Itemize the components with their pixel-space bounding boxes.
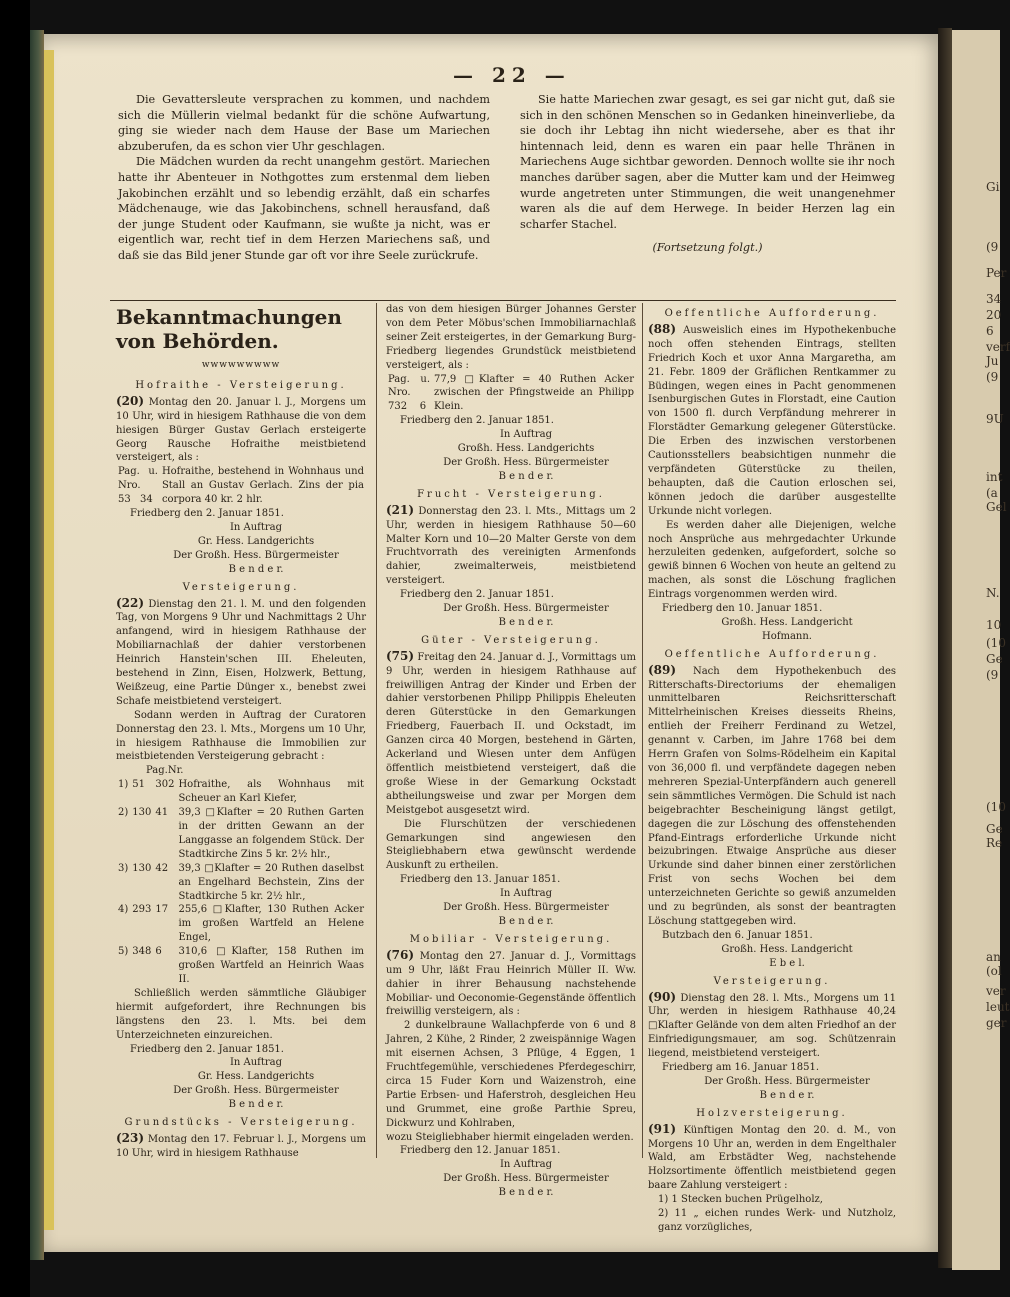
- next-page-text: (ol: [986, 964, 1002, 978]
- notice-title: Mobiliar - Versteigerung.: [409, 933, 613, 945]
- next-page-text: (9: [986, 668, 999, 682]
- item-number: 4): [118, 904, 129, 916]
- signature-line: In Auftrag: [229, 521, 283, 533]
- pag-number: 732: [388, 401, 408, 413]
- signature-line: Der Großh. Hess. Bürgermeister: [173, 549, 339, 561]
- story-paragraph: Die Gevattersleute versprachen zu kommen, und nachdem sich die Müllerin vielmal bedankt für die schöne Aufwartung, ging sie wieder nach dem Hause der Base um Mariechen abzuberufen, da es schon vier Uhr geschlagen.: [118, 93, 490, 153]
- notice-place-date: Friedberg den 2. Januar 1851.: [130, 508, 284, 520]
- column-divider: [376, 303, 377, 1158]
- next-page-text: Gel: [986, 500, 1007, 514]
- notice-number: (88): [648, 321, 677, 336]
- next-page-text: Re: [986, 836, 1003, 850]
- signature-line: Der Großh. Hess. Bürgermeister: [443, 603, 609, 615]
- nro-number: 6: [155, 946, 162, 958]
- next-page-text: Ge: [986, 652, 1003, 666]
- nro-number: 42: [155, 862, 169, 874]
- nro-number: 41: [155, 807, 169, 819]
- next-page-text: (a: [986, 486, 998, 500]
- next-page-text: leut: [986, 1000, 1010, 1014]
- list-item: [116, 806, 366, 862]
- notice-number: (76): [386, 947, 415, 962]
- notice-title: Frucht - Versteigerung.: [417, 488, 605, 500]
- continuation-note: (Fortsetzung folgt.): [652, 241, 763, 255]
- notice-title: Grundstücks - Versteigerung.: [124, 1117, 358, 1129]
- next-page-text: Ge: [986, 822, 1003, 836]
- book-spine: [0, 0, 30, 1297]
- notice-text: Freitag den 24. Januar d. J., Vormittags um 9 Uhr, werden in hiesigem Rathhause auf freiwilligen Antrag der Kinder und Erben der dahier verstorbenen Philipp Philippis Eheleuten deren Güterstücke in den Gemarkungen Friedberg, Fauerbach II. und Ockstadt, im Ganzen circa 40 Morgen, bestehend in Gärten, Ackerland und Wiesen unter dem Anfügen öffentlich meistbietend versteigert, daß die große Wiese in der Gemarkung Ockstadt abtheilungsweise und zwar per Morgen dem Meistgebot ausgesetzt wird.: [386, 651, 636, 816]
- signature-line: In Auftrag: [499, 888, 553, 900]
- next-page-text: 20: [986, 308, 1002, 322]
- notice-text: das von dem hiesigen Bürger Johannes Gerster von dem Peter Möbus'schen Immobiliarnachlaß seiner Zeit ersteigertes, in der Gemarkung Burg-Friedberg liegendes Grundstück meistbietend versteigert, als :: [386, 304, 636, 371]
- notice-text: Nach dem Hypothekenbuch des Ritterschafts-Directoriums der ehemaligen unmittelbaren Reichsritterschaft Mittelrheinischen Kreises diesseits Rheins, entlieh der Freiherr Ferdinand zu Wetzel, genannt v. Carben, im Jahre 1768 bei dem Herrn Grafen von Solms-Rödelheim ein Kapital von 36,000 fl. und verpfändete dagegen neben mehreren Spezial-Unterpfändern auch generell sein sämmtliches Vermögen. Die Schuld ist nach beigebrachter Bescheinigung längst getilgt, dagegen die zur Löschung des offenstehenden Pfand-Eintrags erforderliche Urkunde nicht beizubringen. Etwaige Ansprüche aus dieser Urkunde sind daher binnen einer zerstörlichen Frist von sechs Wochen bei dem unterzeichneten Gerichte so gewiß anzumelden und zu begründen, als sonst der beantragten Löschung stattgegeben wird.: [648, 665, 896, 927]
- nro-number: 6: [419, 401, 427, 413]
- notice-text: Dienstag den 21. l. M. und den folgenden Tag, von Morgens 9 Uhr und Nachmittags 2 Uhr anfangend, wird in hiesigem Rathhause der Mobiliarnachlaß der dahier verstorbenen Heinrich Hanstein'schen III. Eheleuten, bestehend in Zinn, Eisen, Holzwerk, Bettung, Weißzeug, eine Partie Dünger x., benebst zwei Schafe meistbietend versteigert.: [116, 598, 367, 707]
- notice-title: Hofraithe - Versteigerung.: [135, 379, 347, 391]
- pag-number: 130: [132, 862, 152, 874]
- next-page-text: (10: [986, 800, 1006, 814]
- signature-name: B e n d e r.: [498, 616, 554, 628]
- signature-name: B e n d e r.: [759, 1089, 815, 1101]
- signature-name: B e n d e r.: [498, 470, 554, 482]
- notice-text: Montag den 17. Februar l. J., Morgens um 10 Uhr, wird in hiesigem Rathhause: [116, 1133, 366, 1159]
- next-page-text: an: [986, 950, 1001, 964]
- signature-line: In Auftrag: [499, 429, 553, 441]
- story-paragraph: Die Mädchen wurden da recht unangehm gestört. Mariechen hatte ihr Abenteuer in Nothgottes zum erstenmal dem lieben Jakobinchen erzählt und so lebendig erzählt, daß ein scharfes Mädchenauge, wie das Jakobinchens, schnell herausfand, daß der junge Student oder Kaufmann, sie wußte ja nicht, was er eigentlich war, recht tief in dem Herzen Mariechens saß, und daß sie das Bild jener Stunde gar oft vor ihre Seele zurückrufe.: [118, 155, 490, 262]
- item-number: 2): [118, 807, 129, 819]
- signature-line: Gr. Hess. Landgerichts: [197, 535, 315, 547]
- notice-text: Ausweislich eines im Hypothekenbuche noch offen stehenden Eintrags, stellten Friedrich Koch et uxor Anna Margaretha, am 21. Febr. 1809 der Gräflichen Rentkammer zu Büdingen, wegen eines in Pacht genommenen Isenburgischen Gutes in Florstadt, eine Caution von 1500 fl. durch Verpfändung mehrerer in Florstädter Gemarkung gelegener Güterstücke. Die Erben des inzwischen verstorbenen Cautionsstellers beabsichtigen nunmehr die verpfändeten Güterstücke zu theilen, behaupten, daß die Caution erloschen sei, können jedoch die darüber ausgestellte Urkunde nicht vorlegen.: [648, 324, 896, 517]
- next-page-text: verf: [986, 340, 1010, 354]
- item-text: 310,6 □Klafter, 158 Ruthen im großen Wartfeld an Heinrich Waas II.: [178, 946, 364, 985]
- next-page-text: 10: [986, 618, 1002, 632]
- next-page-text: Gi: [986, 180, 1000, 194]
- next-page-text: int: [986, 470, 1003, 484]
- page-number: — 22 —: [453, 63, 571, 87]
- notice-number: (90): [648, 989, 677, 1004]
- notices-headline: Bekanntmachungen von Behörden.: [116, 305, 342, 353]
- notice-text: Montag den 27. Januar d. J., Vormittags um 9 Uhr, läßt Frau Heinrich Müller II. Ww. dahier in ihrer Behausung nachstehende Mobiliar- und Oeconomie-Gegenstände öffentlich freiwillig versteigern, als :: [386, 950, 636, 1018]
- signature-line: Der Großh. Hess. Bürgermeister: [173, 1085, 339, 1097]
- item-text: 255,6 □Klafter, 130 Ruthen Acker im großen Wartfeld an Helene Engel,: [178, 904, 364, 944]
- story-right-column: [520, 92, 895, 256]
- list-item: [116, 945, 366, 987]
- property-description: 77,9 □Klafter = 40 Ruthen Acker zwischen der Pfingstweide an Philipp Klein.: [434, 373, 634, 413]
- ornament-divider: wwwwwwwww: [201, 360, 281, 370]
- list-item: [116, 862, 366, 904]
- notice-text: Künftigen Montag den 20. d. M., von Morgens 10 Uhr an, werden in dem Engelthaler Wald, am Erbstädter Weg, nachstehende Holzsortimente öffentlich meistbietend gegen baare Zahlung versteigert :: [648, 1124, 896, 1192]
- notice-number: (21): [386, 502, 415, 517]
- notice-title: Versteigerung.: [713, 975, 831, 987]
- next-page-fragment: [952, 30, 1010, 1270]
- notice-text: 2 dunkelbraune Wallachpferde von 6 und 8 Jahren, 2 Kühe, 2 Rinder, 2 zweispännige Wagen mit eisernen Achsen, 3 Pflüge, 4 Eggen, 1 Fruchtfegemühle, verschiedenes Pferdegeschirr, circa 15 Fuder Korn und Waizenstroh, eine Partie Erbsen- und Haferstroh, desgleichen Heu und Grummet, eine große Parthie Spreu, Dickwurz und Kohlraben,: [386, 1020, 636, 1129]
- pag-number: 348: [132, 946, 152, 958]
- list-item: [116, 903, 366, 945]
- notice-number: (22): [116, 595, 145, 610]
- notice-title: Oeffentliche Aufforderung.: [664, 648, 880, 660]
- nro-number: 17: [155, 904, 169, 916]
- signature-line: Der Großh. Hess. Bürgermeister: [704, 1075, 870, 1087]
- pag-number: 51: [132, 779, 145, 791]
- notices-column-3: [648, 303, 896, 1235]
- notice-title: Holzversteigerung.: [696, 1107, 848, 1119]
- next-page-text: (9: [986, 370, 999, 384]
- notice-title: Versteigerung.: [182, 581, 300, 593]
- notice-text: wozu Steigliebhaber hiermit eingeladen werden.: [386, 1131, 634, 1143]
- next-page-text: Per: [986, 266, 1007, 280]
- notice-number: (20): [116, 393, 145, 408]
- signature-line: Großh. Hess. Landgericht: [721, 616, 853, 628]
- notice-number: (23): [116, 1130, 145, 1145]
- story-left-column: [118, 92, 490, 264]
- next-page-text: 9U: [986, 412, 1004, 426]
- item-text: 39,3 □Klafter = 20 Ruthen Garten in der dritten Gewann an der Langgasse an folgendem Stück. Der Stadtkirche Zins 5 kr. 2½ hlr.,: [178, 807, 364, 860]
- notice-place-date: Butzbach den 6. Januar 1851.: [662, 929, 813, 941]
- notice-text: Sodann werden in Auftrag der Curatoren Donnerstag den 23. l. Mts., Morgens um 10 Uhr, in hiesigem Rathhause die Immobilien zur meistbietenden Versteigerung gebracht :: [116, 709, 366, 763]
- pag-label: Pag. u. Nro.: [388, 373, 431, 399]
- notice-place-date: Friedberg den 2. Januar 1851.: [130, 1043, 284, 1055]
- notice-place-date: Friedberg den 10. Januar 1851.: [662, 603, 823, 615]
- notice-place-date: Friedberg den 12. Januar 1851.: [400, 1145, 561, 1157]
- next-page-text: N.: [986, 586, 1000, 600]
- notice-place-date: Friedberg den 2. Januar 1851.: [400, 589, 554, 601]
- notices-column-1: [116, 303, 366, 1161]
- notice-place-date: Friedberg am 16. Januar 1851.: [662, 1062, 820, 1074]
- signature-line: Gr. Hess. Landgerichts: [197, 1071, 315, 1083]
- item-number: 3): [118, 862, 129, 874]
- signature-name: E b e l.: [769, 957, 805, 969]
- signature-line: In Auftrag: [499, 1159, 553, 1171]
- property-list: [116, 778, 366, 987]
- list-item: 1) 1 Stecken buchen Prügelholz,: [658, 1194, 823, 1206]
- notice-title: Güter - Versteigerung.: [421, 634, 601, 646]
- item-text: 39,3 □Klafter = 20 Ruthen daselbst an Engelhard Bechstein, Zins der Stadtkirche 5 kr. 2½ hlr.,: [178, 862, 364, 902]
- section-rule: [110, 300, 896, 301]
- nro-number: 302: [155, 779, 175, 791]
- item-number: 5): [118, 946, 129, 958]
- pag-label: Pag.Nr.: [146, 765, 184, 777]
- notice-number: (91): [648, 1121, 677, 1136]
- next-page-text: (9: [986, 240, 999, 254]
- notice-place-date: Friedberg den 2. Januar 1851.: [400, 415, 554, 427]
- notice-text: Donnerstag den 23. l. Mts., Mittags um 2 Uhr, werden in hiesigem Rathhause 50—60 Malter Korn und 10—20 Malter Gerste von dem Fruchtvorrath des vereinigten Armenfonds dahier, zweimalterweis, meistbietend versteigert.: [386, 505, 636, 587]
- notices-column-2: [386, 303, 636, 1200]
- signature-line: Der Großh. Hess. Bürgermeister: [443, 1173, 609, 1185]
- signature-line: In Auftrag: [229, 1057, 283, 1069]
- nro-number: 34: [139, 494, 153, 506]
- notice-number: (75): [386, 648, 415, 663]
- property-description: Hofraithe, bestehend in Wohnhaus und Stall an Gustav Gerlach. Zins der pia corpora 40 kr. 2 hlr.: [161, 466, 364, 506]
- notice-text: Die Flurschützen der verschiedenen Gemarkungen sind angewiesen den Steigliebhabern etwa gewünscht werdende Auskunft zu ertheilen.: [386, 818, 636, 872]
- signature-name: B e n d e r.: [228, 563, 284, 575]
- property-table: [386, 373, 636, 415]
- notice-text: Schließlich werden sämmtliche Gläubiger hiermit aufgefordert, ihre Rechnungen bis längstens den 23. l. Mts. bei dem Unterzeichneten einzureichen.: [116, 987, 366, 1041]
- item-text: Hofraithe, als Wohnhaus mit Scheuer an Karl Kiefer,: [178, 779, 364, 805]
- signature-name: Hofmann.: [762, 630, 812, 642]
- pag-number: 130: [132, 807, 152, 819]
- next-page-text: (10: [986, 636, 1006, 650]
- pag-number: 53: [118, 494, 131, 506]
- story-paragraph: Sie hatte Mariechen zwar gesagt, es sei gar nicht gut, daß sie sich in den schönen Menschen so in Gedanken hineinverliebe, da sie doch ihr Lebtag ihn nicht wiedersehe, aber es that ihr hintennach leid, denn es waren ein paar helle Thränen in Mariechens Auge sichtbar geworden. Dennoch wollte sie ihr noch manches darüber sagen, aber die Mutter kam und der Heimweg wurde angetreten unter Stimmungen, die weit unangenehmer waren als die auf dem Herwege. In beider Herzen lag ein scharfer Stachel.: [520, 93, 895, 231]
- signature-name: B e n d e r.: [498, 915, 554, 927]
- signature-line: Großh. Hess. Landgerichts: [457, 443, 595, 455]
- book-gutter: [938, 28, 952, 1268]
- next-page-text: 34: [986, 292, 1002, 306]
- notice-text: Dienstag den 28. l. Mts., Morgens um 11 Uhr, werden in hiesigem Rathhause 40,24 □Klafter Gelände von dem alten Friedhof an der Einfriedigungsmauer, am sog. Schützenrain liegend, meistbietend versteigert.: [648, 992, 896, 1060]
- list-item: [116, 778, 366, 806]
- signature-line: Der Großh. Hess. Bürgermeister: [443, 456, 609, 468]
- pag-number: 293: [132, 904, 152, 916]
- signature-line: Der Großh. Hess. Bürgermeister: [443, 902, 609, 914]
- list-item: 2) 11 „ eichen rundes Werk- und Nutzholz, ganz vorzügliches,: [658, 1208, 896, 1233]
- notice-title: Oeffentliche Aufforderung.: [664, 308, 880, 319]
- page-margin-stain: [44, 50, 54, 1230]
- notice-place-date: Friedberg den 13. Januar 1851.: [400, 874, 561, 886]
- notice-text: Montag den 20. Januar l. J., Morgens um 10 Uhr, wird in hiesigem Rathhause die von dem hiesigen Bürger Gustav Gerlach ersteigerte Georg Rausche Hofraithe meistbietend versteigert, als :: [116, 396, 366, 464]
- signature-name: B e n d e r.: [498, 1187, 554, 1199]
- item-number: 1): [118, 779, 129, 791]
- next-page-text: Ju: [986, 354, 999, 368]
- next-page-text: ger: [986, 1016, 1007, 1030]
- notice-text: Es werden daher alle Diejenigen, welche noch Ansprüche aus mehrgedachter Urkunde herzuleiten gedenken, aufgefordert, solche so gewiß binnen 6 Wochen von heute an geltend zu machen, als sonst die Löschung fraglichen Eintrags vorgenommen werden wird.: [648, 519, 896, 601]
- property-table: [116, 465, 366, 507]
- signature-line: Großh. Hess. Landgericht: [721, 943, 853, 955]
- page-edge: [30, 30, 44, 1260]
- signature-name: B e n d e r.: [228, 1099, 284, 1111]
- notice-number: (89): [648, 662, 677, 677]
- next-page-text: ver: [986, 984, 1006, 998]
- pag-label: Pag. u. Nro.: [118, 466, 158, 492]
- next-page-text: 6: [986, 324, 994, 338]
- column-divider: [642, 303, 643, 1158]
